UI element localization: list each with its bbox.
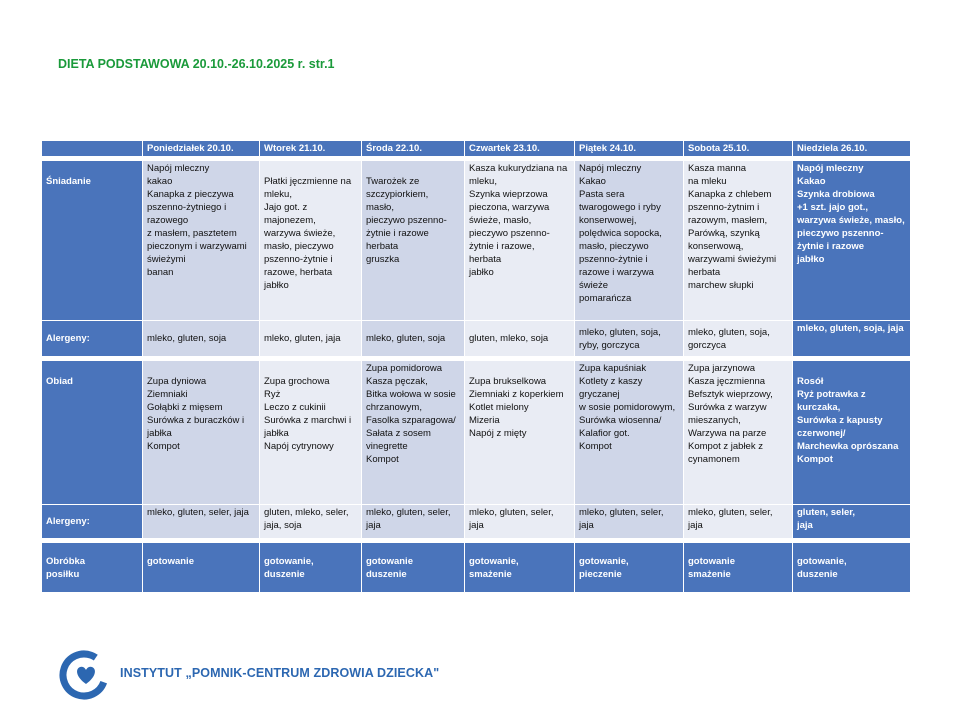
allergen-cell: mleko, gluten, seler, jaja: [575, 505, 684, 539]
allergen-cell: mleko, gluten, soja: [143, 321, 260, 357]
breakfast-row: [42, 161, 911, 321]
lunch-row: [42, 361, 911, 505]
institute-logo: [58, 650, 458, 700]
processing-cell: gotowanie, duszenie: [793, 543, 911, 593]
lunch-cell: Zupa grochowa Ryż Leczo z cukinii Surówka z marchwi i jabłka Napój cytrynowy: [260, 361, 362, 505]
lunch-cell: Zupa dyniowa Ziemniaki Gołąbki z mięsem Surówka z buraczków i jabłka Kompot: [143, 361, 260, 505]
breakfast-cell: Kasza kukurydziana na mleku, Szynka wieprzowa pieczona, warzywa świeże, masło, pieczywo pszenno-żytnie i razowe, herbata jabłko: [465, 161, 575, 321]
breakfast-cell: Twarożek ze szczypiorkiem, masło, pieczywo pszenno-żytnie i razowe herbata gruszka: [362, 161, 465, 321]
processing-cell: gotowanie smażenie: [684, 543, 793, 593]
day-header: Piątek 24.10.: [575, 141, 684, 157]
allergen-cell: gluten, seler, jaja: [793, 505, 911, 539]
allergen-cell: mleko, gluten, seler, jaja: [362, 505, 465, 539]
lunch-cell: Zupa pomidorowa Kasza pęczak, Bitka wołowa w sosie chrzanowym, Fasolka szparagowa/ Sałata z sosem vinegrette Kompot: [362, 361, 465, 505]
day-header: Poniedziałek 20.10.: [143, 141, 260, 157]
row-label-allergens: Alergeny:: [42, 321, 143, 357]
day-header: Wtorek 21.10.: [260, 141, 362, 157]
day-header: Środa 22.10.: [362, 141, 465, 157]
row-label-lunch: Obiad: [42, 361, 143, 505]
breakfast-cell: Napój mleczny Kakao Szynka drobiowa +1 szt. jajo got., warzywa świeże, masło, pieczywo pszenno-żytnie i razowe jabłko: [793, 161, 911, 321]
processing-cell: gotowanie duszenie: [362, 543, 465, 593]
page-title: DIETA PODSTAWOWA 20.10.-26.10.2025 r. str.1: [58, 57, 335, 71]
row-label-allergens: Alergeny:: [42, 505, 143, 539]
allergen-cell: mleko, gluten, seler, jaja: [684, 505, 793, 539]
day-header: Czwartek 23.10.: [465, 141, 575, 157]
breakfast-cell: Napój mleczny Kakao Pasta sera twarogowego i ryby konserwowej, polędwica sopocka, masło, pieczywo pszenno-żytnie i razowe i warzywa świeże pomarańcza: [575, 161, 684, 321]
breakfast-allergens-row: [42, 321, 911, 357]
lunch-allergens-row: [42, 505, 911, 539]
corner-cell: [42, 141, 143, 157]
breakfast-cell: Kasza manna na mleku Kanapka z chlebem pszenno-żytnim i razowym, masłem, Parówką, szynką konserwową, warzywami świeżymi herbata marchew słupki: [684, 161, 793, 321]
heart-logo-icon: [58, 650, 114, 700]
row-label-processing: Obróbka posiłku: [42, 543, 143, 593]
day-header: Niedziela 26.10.: [793, 141, 911, 157]
processing-cell: gotowanie, duszenie: [260, 543, 362, 593]
processing-cell: gotowanie, pieczenie: [575, 543, 684, 593]
lunch-cell: Zupa kapuśniak Kotlety z kaszy gryczanej w sosie pomidorowym, Surówka wiosenna/ Kalafior got. Kompot: [575, 361, 684, 505]
lunch-cell: Rosół Ryż potrawka z kurczaka, Surówka z kapusty czerwonej/ Marchewka oprószana Kompot: [793, 361, 911, 505]
processing-cell: gotowanie, smażenie: [465, 543, 575, 593]
header-row: [42, 141, 911, 157]
processing-row: [42, 543, 911, 593]
allergen-cell: mleko, gluten, soja: [362, 321, 465, 357]
processing-cell: gotowanie: [143, 543, 260, 593]
day-header: Sobota 25.10.: [684, 141, 793, 157]
allergen-cell: mleko, gluten, jaja: [260, 321, 362, 357]
allergen-cell: mleko, gluten, seler, jaja: [465, 505, 575, 539]
lunch-cell: Zupa jarzynowa Kasza jęczmienna Befsztyk wieprzowy, Surówka z warzyw mieszanych, Warzywa na parze Kompot z jabłek z cynamonem: [684, 361, 793, 505]
allergen-cell: mleko, gluten, seler, jaja: [143, 505, 260, 539]
breakfast-cell: Napój mleczny kakao Kanapka z pieczywa pszenno-żytniego i razowego z masłem, pasztetem pieczonym i warzywami świeżymi banan: [143, 161, 260, 321]
allergen-cell: mleko, gluten, soja, jaja: [793, 321, 911, 357]
lunch-cell: Zupa brukselkowa Ziemniaki z koperkiem Kotlet mielony Mizeria Napój z mięty: [465, 361, 575, 505]
row-label-breakfast: Śniadanie: [42, 161, 143, 321]
allergen-cell: mleko, gluten, soja, gorczyca: [684, 321, 793, 357]
menu-table: [41, 140, 911, 593]
allergen-cell: mleko, gluten, soja, ryby, gorczyca: [575, 321, 684, 357]
allergen-cell: gluten, mleko, soja: [465, 321, 575, 357]
institute-name: INSTYTUT „POMNIK-CENTRUM ZDROWIA DZIECKA": [120, 666, 440, 680]
allergen-cell: gluten, mleko, seler, jaja, soja: [260, 505, 362, 539]
breakfast-cell: Płatki jęczmienne na mleku, Jajo got. z majonezem, warzywa świeże, masło, pieczywo pszenno-żytnie i razowe, herbata jabłko: [260, 161, 362, 321]
